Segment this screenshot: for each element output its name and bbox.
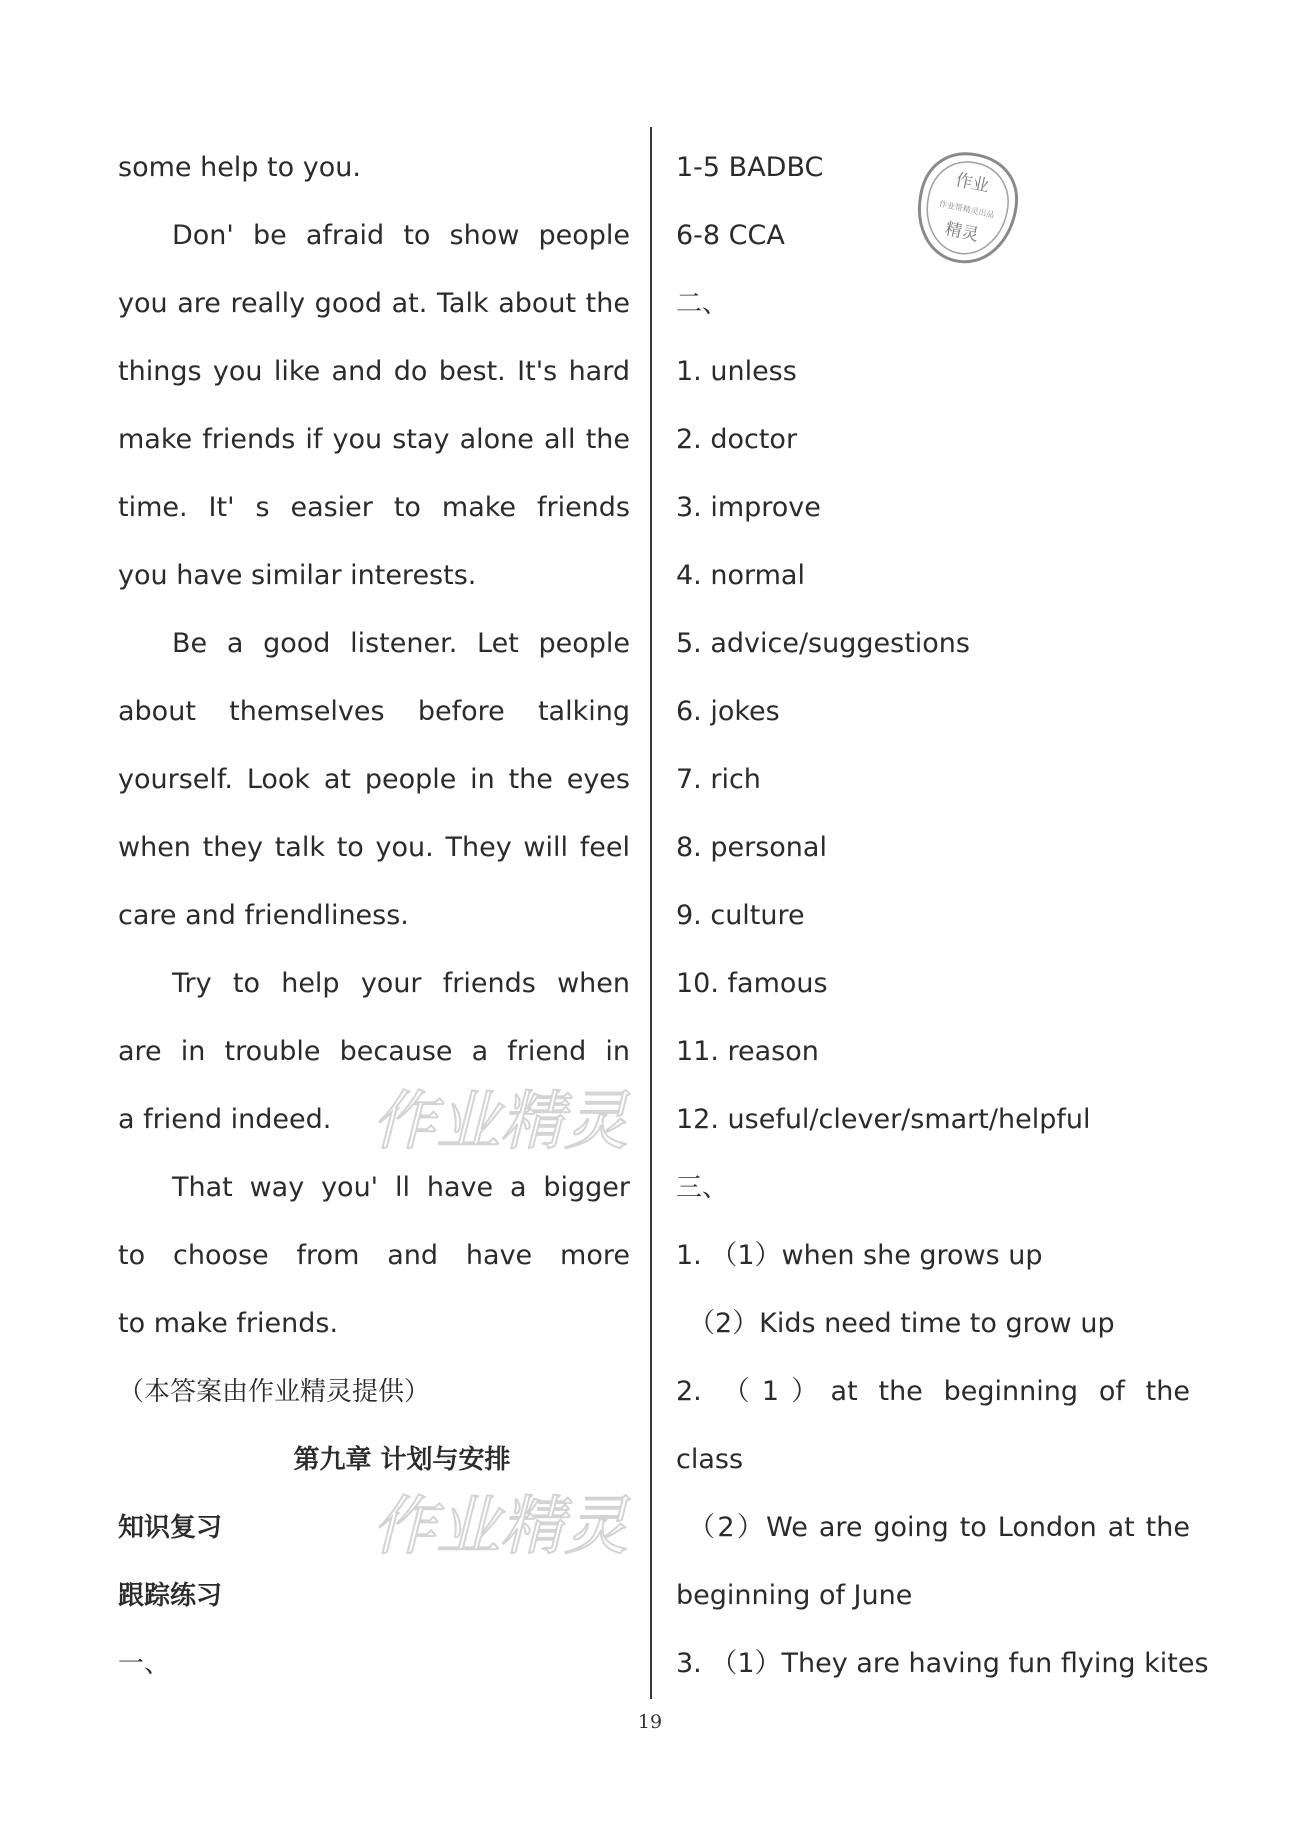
answer-line: 9. culture [676, 900, 805, 931]
answer-line: 11. reason [676, 1036, 819, 1067]
answer-line: 3. improve [676, 492, 821, 523]
answer-line: 6. jokes [676, 696, 780, 727]
watermark-icon [350, 1075, 650, 1165]
section-number: 二、 [676, 289, 729, 319]
left-column [118, 139, 630, 1703]
chapter-title: 第九章 计划与安排 [293, 1445, 511, 1475]
section-heading: 知识复习 [118, 1513, 223, 1543]
text-line: are in trouble because a friend in [118, 1036, 630, 1067]
answer-line: 8. personal [676, 832, 827, 863]
answer-line: 1. （1）when she grows up [676, 1240, 1043, 1271]
text-line: yourself. Look at people in the eyes [118, 764, 630, 795]
section-number: 一、 [118, 1649, 171, 1679]
text-line: to choose from and have more [118, 1240, 630, 1271]
answer-line: 5. advice/suggestions [676, 628, 970, 659]
column-divider [650, 127, 652, 1699]
text-line: Try to help your friends when [172, 968, 630, 999]
answer-line: （2）We are going to London at the [688, 1512, 1190, 1543]
text-line: Be a good listener. Let people [172, 628, 630, 659]
svg-text:作业精灵: 作业精灵 [372, 1085, 628, 1159]
text-line: time. It' s easier to make friends [118, 492, 630, 523]
source-note: （本答案由作业精灵提供） [118, 1377, 431, 1407]
text-line: when they talk to you. They will feel [118, 832, 630, 863]
svg-text:作业: 作业 [953, 170, 991, 197]
answer-line: 2. doctor [676, 424, 798, 455]
text-line: make friends if you stay alone all the [118, 424, 630, 455]
answer-line: 1-5 BADBC [676, 152, 824, 183]
text-line: things you like and do best. It's hard [118, 356, 630, 387]
answer-line: 10. famous [676, 968, 828, 999]
text-line: about themselves before talking [118, 696, 630, 727]
text-line: That way you' ll have a bigger [172, 1172, 630, 1203]
answer-line: 3. （1）They are having fun flying kites [676, 1648, 1209, 1679]
text-line: you are really good at. Talk about the [118, 288, 630, 319]
section-number: 三、 [676, 1173, 729, 1203]
answer-line: （2）Kids need time to grow up [688, 1308, 1115, 1339]
answer-line: beginning of June [676, 1580, 913, 1611]
answer-line: 12. useful/clever/smart/helpful [676, 1104, 1091, 1135]
answer-line: 4. normal [676, 560, 805, 591]
svg-text:精灵: 精灵 [943, 219, 981, 246]
text-line: a friend indeed. [118, 1104, 332, 1135]
right-column [676, 139, 1209, 1703]
answer-line: 1. unless [676, 356, 797, 387]
section-heading: 跟踪练习 [118, 1581, 223, 1611]
page-number: 19 [637, 1711, 663, 1733]
svg-text:作业帮精灵出品: 作业帮精灵出品 [938, 199, 996, 220]
text-line: care and friendliness. [118, 900, 409, 931]
answer-line: 2. （1）at the beginning of the [676, 1376, 1190, 1407]
answer-line: class [676, 1444, 744, 1475]
text-line: you have similar interests. [118, 560, 477, 591]
answer-line: 6-8 CCA [676, 220, 785, 251]
text-line: some help to you. [118, 152, 361, 183]
svg-text:作业精灵: 作业精灵 [372, 1490, 628, 1564]
answer-line: 7. rich [676, 764, 761, 795]
watermark-icon [350, 1480, 650, 1570]
text-line: to make friends. [118, 1308, 339, 1339]
text-line: Don' be afraid to show people [172, 220, 630, 251]
